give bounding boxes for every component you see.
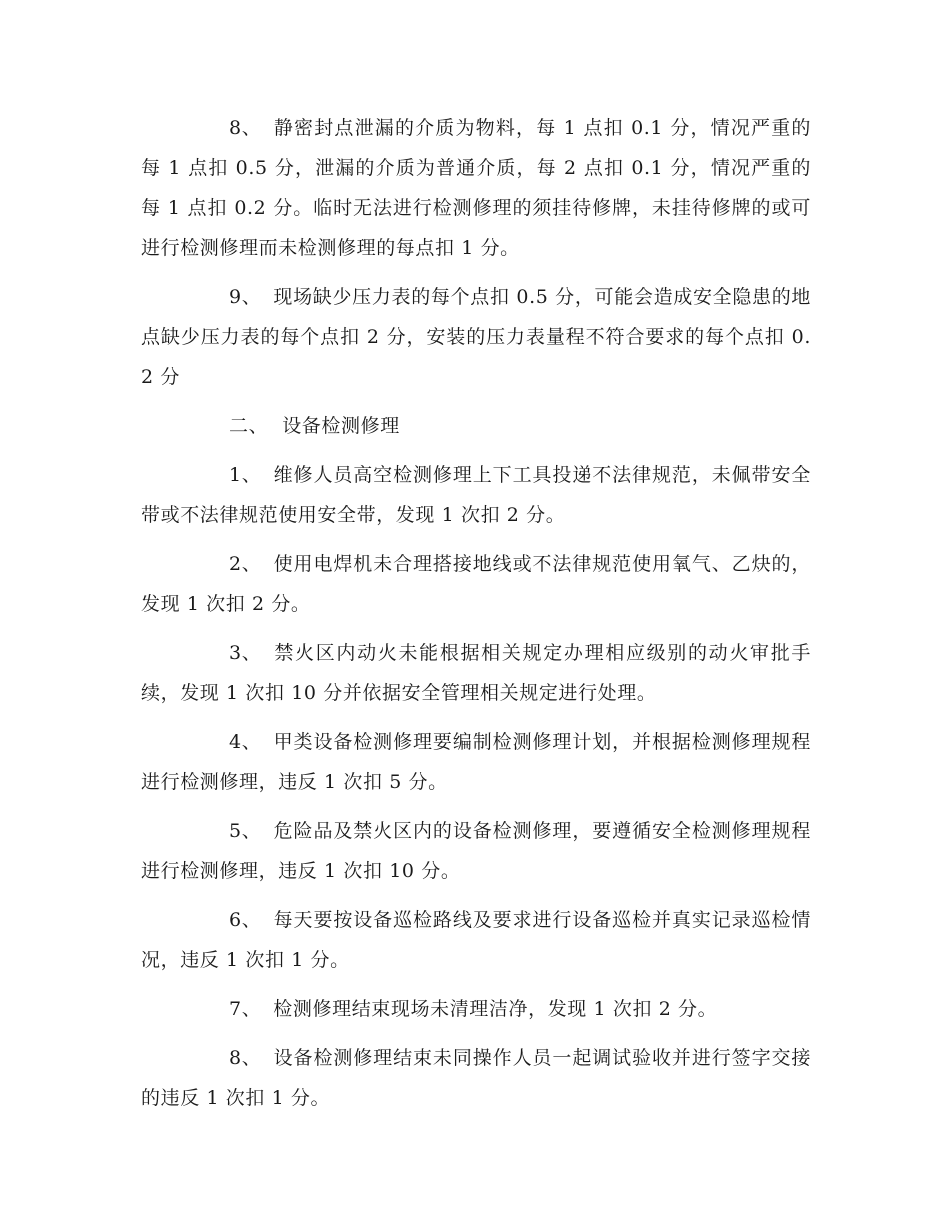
item-text: 静密封点泄漏的介质为物料，每 1 点扣 0.1 分，情况严重的每 1 点扣 0.5 分，泄漏的介质为普通介质，每 2 点扣 0.1 分，情况严重的每 1 点扣 0.2 分。临时无法进行检测修理的须挂待修牌，未挂待修牌的或可进行检测修理而未检测修理的每点扣 1 分。: [141, 117, 811, 259]
list-item: [141, 989, 811, 1029]
item-text: 设备检测修理结束未同操作人员一起调试验收并进行签字交接的违反 1 次扣 1 分。: [141, 1047, 811, 1109]
item-number: 8、: [229, 117, 262, 139]
list-item: [141, 722, 811, 802]
list-item: [141, 633, 811, 713]
item-number: 1、: [229, 464, 262, 486]
item-text: 危险品及禁火区内的设备检测修理，要遵循安全检测修理规程进行检测修理，违反 1 次扣 10 分。: [141, 820, 811, 882]
item-text: 使用电焊机未合理搭接地线或不法律规范使用氧气、乙炔的，发现 1 次扣 2 分。: [141, 553, 811, 615]
item-number: 6、: [229, 909, 262, 931]
list-item: [141, 455, 811, 535]
section-heading: [141, 406, 811, 446]
item-number: 2、: [229, 553, 262, 575]
item-text: 禁火区内动火未能根据相关规定办理相应级别的动火审批手续，发现 1 次扣 10 分并依据安全管理相关规定进行处理。: [141, 642, 811, 704]
item-text: 甲类设备检测修理要编制检测修理计划，并根据检测修理规程进行检测修理，违反 1 次扣 5 分。: [141, 731, 811, 793]
item-text: 现场缺少压力表的每个点扣 0.5 分，可能会造成安全隐患的地点缺少压力表的每个点扣 2 分，安装的压力表量程不符合要求的每个点扣 0.2 分: [141, 286, 811, 388]
item-number: 3、: [229, 642, 262, 664]
item-number: 5、: [229, 820, 262, 842]
list-item: [141, 1038, 811, 1118]
list-item: [141, 544, 811, 624]
item-text: 每天要按设备巡检路线及要求进行设备巡检并真实记录巡检情况，违反 1 次扣 1 分。: [141, 909, 811, 971]
document-body: [141, 108, 811, 1127]
item-number: 9、: [229, 286, 262, 308]
item-number: 4、: [229, 731, 262, 753]
item-number: 7、: [229, 998, 262, 1020]
list-item: [141, 108, 811, 268]
section-title: 设备检测修理: [282, 415, 400, 437]
section-number: 二、: [229, 415, 269, 437]
list-item: [141, 277, 811, 397]
item-text: 维修人员高空检测修理上下工具投递不法律规范，未佩带安全带或不法律规范使用安全带，发现 1 次扣 2 分。: [141, 464, 811, 526]
item-number: 8、: [229, 1047, 262, 1069]
list-item: [141, 900, 811, 980]
item-text: 检测修理结束现场未清理洁净，发现 1 次扣 2 分。: [273, 998, 718, 1020]
list-item: [141, 811, 811, 891]
